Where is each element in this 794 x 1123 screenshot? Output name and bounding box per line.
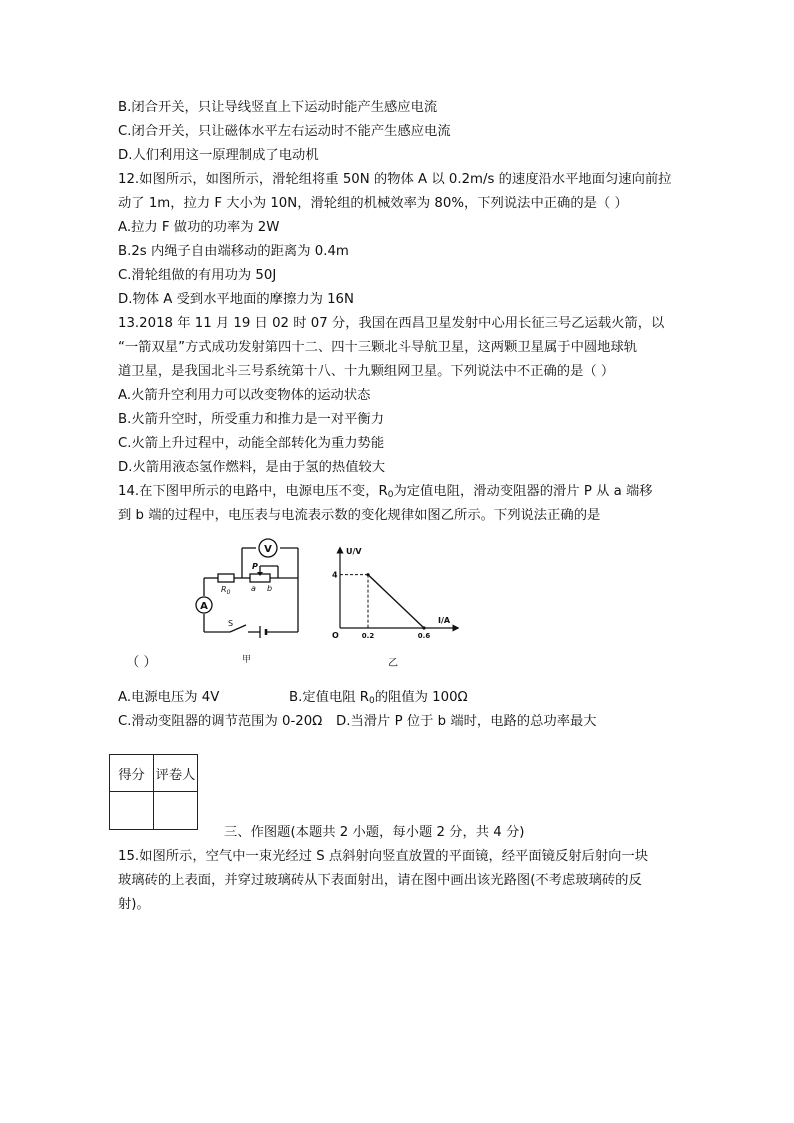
graph-caption: 乙 — [388, 658, 398, 669]
q11-option-d: D.人们利用这一原理制成了电动机 — [118, 148, 319, 163]
q11-option-c: C.闭合开关，只让磁体水平左右运动时不能产生感应电流 — [118, 124, 451, 139]
q12-stem-line1: 12.如图所示，如图所示，滑轮组将重 50N 的物体 A 以 0.2m/s 的速度沿水平地面匀速向前拉 — [118, 172, 672, 187]
end-b-label: b — [267, 584, 273, 593]
score-table — [109, 754, 198, 830]
u-i-graph — [326, 540, 466, 670]
grader-header: 评卷人 — [154, 755, 198, 792]
circuit-diagram — [190, 532, 310, 670]
ammeter-label: A — [200, 601, 208, 612]
q14-option-b: B.定值电阻 $R_0$的阻值为 100Ω — [289, 690, 468, 706]
q13-option-d: D.火箭用液态氢作燃料，是由于氢的热值较大 — [118, 460, 386, 475]
grader-cell[interactable] — [154, 792, 198, 830]
origin-label: O — [332, 631, 339, 640]
voltmeter-label: V — [264, 544, 272, 555]
section-3-title: 三、作图题(本题共 2 小题，每小题 2 分，共 4 分) — [224, 825, 525, 840]
q14-answer-paren: （ ） — [126, 655, 157, 670]
q14-option-c: C.滑动变阻器的调节范围为 0-20Ω — [118, 714, 323, 729]
q14-option-a: A.电源电压为 4V — [118, 690, 220, 705]
q13-stem-line2: “一箭双星”方式成功发射第四十二、四十三颗北斗导航卫星，这两颗卫星属于中圆地球轨 — [118, 340, 638, 355]
q11-option-b: B.闭合开关，只让导线竖直上下运动时能产生感应电流 — [118, 100, 438, 115]
data-point-end — [422, 626, 425, 629]
data-point-start — [366, 573, 369, 576]
score-header: 得分 — [110, 755, 154, 792]
score-cell[interactable] — [110, 792, 154, 830]
x-tick-0-6: 0.6 — [417, 632, 431, 640]
q14-stem-line2: 到 b 端的过程中，电压表与电流表示数的变化规律如图乙所示。下列说法正确的是 — [118, 508, 601, 523]
circuit-caption: 甲 — [242, 655, 252, 665]
x-axis-label: I/A — [438, 616, 451, 625]
q15-stem-line2: 玻璃砖的上表面，并穿过玻璃砖从下表面射出，请在图中画出该光路图(不考虑玻璃砖的反 — [118, 873, 642, 888]
q13-stem-line3: 道卫星，是我国北斗三号系统第十八、十九颗组网卫星。下列说法中不正确的是（ ） — [118, 364, 615, 379]
q13-option-b: B.火箭升空时，所受重力和推力是一对平衡力 — [118, 412, 384, 427]
q15-stem-line1: 15.如图所示，空气中一束光经过 S 点斜射向竖直放置的平面镜，经平面镜反射后射向一块 — [118, 849, 649, 864]
q15-stem-line3: 射)。 — [118, 897, 150, 912]
q14-stem-line1: 14.在下图甲所示的电路中，电源电压不变，$R_0$为定值电阻，滑动变阻器的滑片 P 从 a 端移 — [118, 484, 653, 500]
q12-option-a: A.拉力 F 做功的功率为 2W — [118, 220, 280, 235]
resistor-label: $R_0$ — [221, 585, 231, 596]
q12-option-d: D.物体 A 受到水平地面的摩擦力为 16N — [118, 292, 354, 307]
q12-option-c: C.滑轮组做的有用功为 50J — [118, 268, 277, 283]
q12-option-b: B.2s 内绳子自由端移动的距离为 0.4m — [118, 244, 349, 259]
q13-option-a: A.火箭升空利用力可以改变物体的运动状态 — [118, 388, 371, 403]
resistor-r0 — [218, 574, 234, 582]
q13-option-c: C.火箭上升过程中，动能全部转化为重力势能 — [118, 436, 385, 451]
q13-stem-line1: 13.2018 年 11 月 19 日 02 时 07 分，我国在西昌卫星发射中心用长征三号乙运载火箭，以 — [118, 316, 665, 331]
series-line — [368, 575, 424, 628]
y-tick-4: 4 — [332, 570, 338, 580]
q14-option-d: D.当滑片 P 位于 b 端时，电路的总功率最大 — [336, 714, 597, 729]
q12-stem-line2: 动了 1m，拉力 F 大小为 10N，滑轮组的机械效率为 80%，下列说法中正确的是（ ） — [118, 196, 628, 211]
slider-label: P — [252, 562, 258, 571]
end-a-label: a — [251, 584, 256, 593]
x-tick-0-2: 0.2 — [361, 632, 375, 640]
y-axis-label: U/V — [346, 547, 362, 556]
switch-label: S — [228, 619, 234, 628]
